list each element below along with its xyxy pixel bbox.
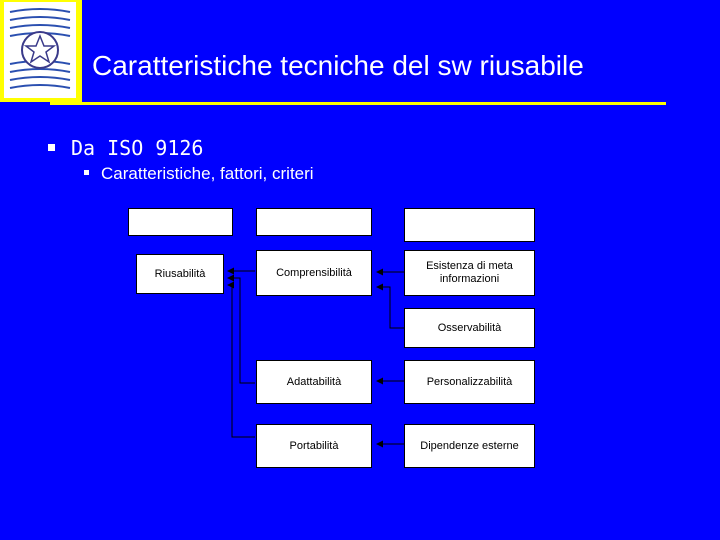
node-comprensibilita: Comprensibilità xyxy=(256,250,372,296)
header-criterion: Criterio xyxy=(404,208,535,242)
node-osservabilita: Osservabilità xyxy=(404,308,535,348)
node-personalizzabilita: Personalizzabilità xyxy=(404,360,535,404)
header-factor: Fattore xyxy=(256,208,372,236)
node-dipendenze-esterne: Dipendenze esterne xyxy=(404,424,535,468)
node-adattabilita: Adattabilità xyxy=(256,360,372,404)
header-characteristic: Caratteristica xyxy=(128,208,233,236)
connector-osservabilita xyxy=(377,287,404,328)
node-riusabilita: Riusabilità xyxy=(136,254,224,294)
bullet-1-text: Da ISO 9126 xyxy=(71,136,204,160)
node-portabilita: Portabilità xyxy=(256,424,372,468)
slide-title: Caratteristiche tecniche del sw riusabile xyxy=(92,50,584,81)
bullet-2-text: Caratteristiche, fattori, criteri xyxy=(101,164,314,183)
node-esistenza-meta-informazioni: Esistenza di meta informazioni xyxy=(404,250,535,296)
connector-portabilita xyxy=(228,285,255,437)
